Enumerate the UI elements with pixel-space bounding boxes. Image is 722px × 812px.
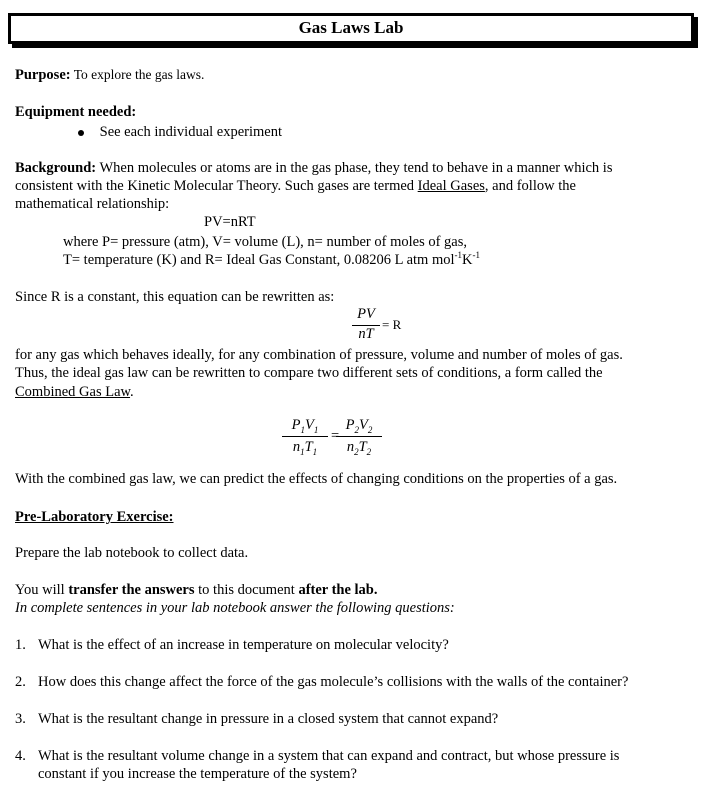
question-number: 3. [15,711,26,727]
combined-left-denominator [280,439,330,455]
combined-equals: = [331,428,340,444]
question-text: What is the effect of an increase in temperature on molecular velocity? [38,637,449,653]
t1-symbol: T [304,439,313,455]
v1-symbol: V [305,417,314,433]
n2-symbol: n [346,439,355,455]
kelvin-exponent: -1 [472,250,480,261]
combined-left-bar [282,436,328,437]
purpose-label: Purpose: [15,67,71,83]
v2-symbol: V [359,417,368,433]
ideal-line-3-period: . [130,384,134,400]
background-label: Background: [15,160,97,176]
question-text: How does this change affect the force of the gas molecule’s collisions with the walls of the container? [38,674,629,690]
bullet-icon [78,130,84,136]
t2-sub: 2 [366,446,372,457]
n2-sub: 2 [354,446,359,457]
combined-right-bar [336,436,382,437]
prepare-line: Prepare the lab notebook to collect data. [15,545,249,561]
question-1 [15,636,449,654]
fraction-denominator: nT [358,326,374,342]
fraction-bar [352,325,380,326]
transfer-line [15,581,378,599]
where-text-2: T= temperature (K) and R= Ideal Gas Constant, 0.08206 L atm mol [63,252,455,268]
equipment-label: Equipment needed: [15,104,137,120]
combined-right-numerator [334,417,384,433]
transfer-text-c: to this document [194,582,299,598]
purpose-line [15,66,204,84]
ideal-line-2: Thus, the ideal gas law can be rewritten to compare two different sets of conditions, a form called the [15,365,603,381]
n1-sub: 1 [300,446,305,457]
question-4 [15,747,620,765]
transfer-text-d: after the lab. [298,582,378,598]
prelab-heading: Pre-Laboratory Exercise: [15,509,174,525]
instruction-line: In complete sentences in your lab notebook answer the following questions: [15,600,455,616]
combined-gas-law-link: Combined Gas Law [15,384,131,400]
pv-over-nt-fraction [352,306,380,342]
equipment-item-text: See each individual experiment [99,124,283,140]
equals-r: = R [382,317,402,332]
equipment-item [78,123,282,141]
question-number: 2. [15,674,26,690]
background-line-3: mathematical relationship: [15,196,170,212]
background-line-1 [15,159,612,177]
background-line-2 [15,177,576,195]
transfer-text-a: You will [15,582,69,598]
ideal-gases-link: Ideal Gases [417,178,485,194]
combined-right-denominator [334,439,384,455]
since-r-line: Since R is a constant, this equation can be rewritten as: [15,289,335,305]
where-line-1: where P= pressure (atm), V= volume (L), n= number of moles of gas, [63,234,467,250]
background-text-2a: consistent with the Kinetic Molecular Theory. Such gases are termed [15,178,418,194]
question-text: What is the resultant volume change in a system that can expand and contract, but whose pressure is [38,748,620,764]
p1-sub: 1 [300,424,305,435]
transfer-text-b: transfer the answers [68,582,195,598]
where-line-2 [63,251,480,269]
title-box [8,13,694,44]
ideal-line-1: for any gas which behaves ideally, for any combination of pressure, volume and number of moles of gas. [15,347,623,363]
v1-sub: 1 [313,424,319,435]
ideal-gas-equation: PV=nRT [204,214,256,230]
page-title: Gas Laws Lab [298,18,404,37]
ideal-line-3 [15,383,134,401]
p2-sub: 2 [354,424,359,435]
background-text-1: When molecules or atoms are in the gas phase, they tend to behave in a manner which is [96,160,613,176]
question-2 [15,673,629,691]
question-4-continued: constant if you increase the temperature of the system? [38,766,357,782]
p1-symbol: P [291,417,301,433]
v2-sub: 2 [367,424,373,435]
question-number: 4. [15,748,26,764]
kelvin-unit: K [462,252,473,268]
question-3 [15,710,499,728]
n1-symbol: n [292,439,301,455]
question-number: 1. [15,637,26,653]
background-text-2b: , and follow the [484,178,576,194]
mol-exponent: -1 [454,250,463,261]
t1-sub: 1 [312,446,318,457]
fraction-numerator: PV [357,306,375,322]
with-combined-line: With the combined gas law, we can predict the effects of changing conditions on the properties of a gas. [15,471,618,487]
t2-symbol: T [358,439,367,455]
combined-left-numerator [280,417,330,433]
p2-symbol: P [345,417,355,433]
purpose-text: To explore the gas laws. [70,67,205,82]
question-text: What is the resultant change in pressure in a closed system that cannot expand? [38,711,499,727]
